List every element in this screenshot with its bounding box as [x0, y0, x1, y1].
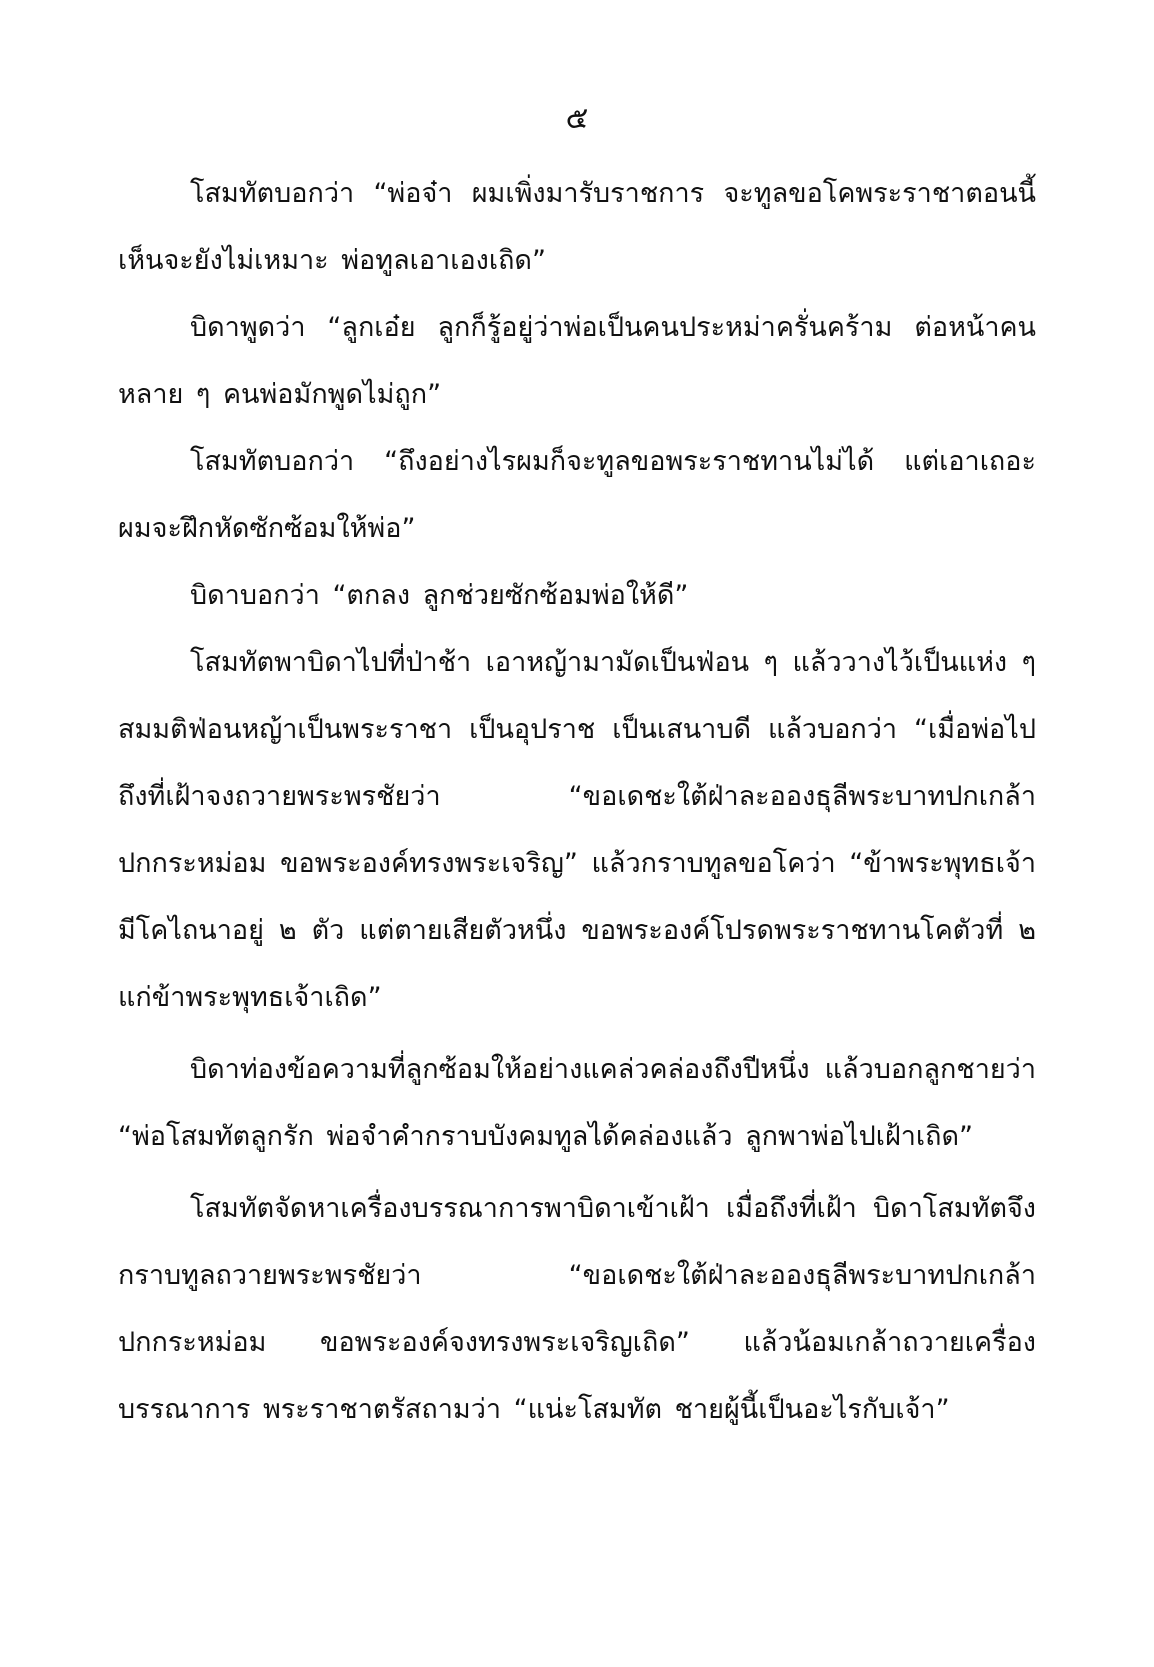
paragraph-1: โสมทัตบอกว่า “พ่อจ๋า ผมเพิ่งมารับราชการ จะทูลขอโคพระราชาตอนนี้เห็นจะยังไม่เหมาะ พ่อทูลเอาเองเถิด”: [118, 178, 1036, 276]
paragraph-3: โสมทัตบอกว่า “ถึงอย่างไรผมก็จะทูลขอพระราชทานไม่ได้ แต่เอาเถอะ ผมจะฝึกหัดซักซ้อมให้พ่อ”: [118, 446, 1036, 544]
paragraph-5: โสมทัตพาบิดาไปที่ป่าช้า เอาหญ้ามามัดเป็นฟ่อน ๆ แล้ววางไว้เป็นแห่ง ๆ สมมติฟ่อนหญ้าเป็นพระราชา เป็นอุปราช เป็นเสนาบดี แล้วบอกว่า “เมื่อพ่อไปถึงที่เฝ้าจงถวายพระพรชัยว่า “ขอเดชะใต้ฝ่าละอองธุลีพระบาทปกเกล้าปกกระหม่อม ขอพระองค์ทรงพระเจริญ” แล้วกราบทูลขอโคว่า “ข้าพระพุทธเจ้ามีโคไถนาอยู่ ๒ ตัว แต่ตายเสียตัวหนึ่ง ขอพระองค์โปรดพระราชทานโคตัวที่ ๒ แก่ข้าพระพุทธเจ้าเถิด”: [118, 647, 1036, 1013]
body-text: [118, 160, 1036, 1443]
paragraph-4: บิดาบอกว่า “ตกลง ลูกช่วยซักซ้อมพ่อให้ดี”: [190, 580, 689, 611]
paragraph-6: บิดาท่องข้อความที่ลูกซ้อมให้อย่างแคล่วคล่องถึงปีหนึ่ง แล้วบอกลูกชายว่า “พ่อโสมทัตลูกรัก พ่อจำคำกราบบังคมทูลได้คล่องแล้ว ลูกพาพ่อไปเฝ้าเถิด”: [118, 1054, 1036, 1152]
page-number: ๕: [565, 101, 589, 136]
paragraph-7: โสมทัตจัดหาเครื่องบรรณาการพาบิดาเข้าเฝ้า เมื่อถึงที่เฝ้า บิดาโสมทัตจึงกราบทูลถวายพระพรชัยว่า “ขอเดชะใต้ฝ่าละอองธุลีพระบาทปกเกล้าปกกระหม่อม ขอพระองค์จงทรงพระเจริญเถิด” แล้วน้อมเกล้าถวายเครื่องบรรณาการ พระราชาตรัสถามว่า “แน่ะโสมทัต ชายผู้นี้เป็นอะไรกับเจ้า”: [118, 1193, 1036, 1425]
paragraph-2: บิดาพูดว่า “ลูกเอ๋ย ลูกก็รู้อยู่ว่าพ่อเป็นคนประหม่าครั่นคร้าม ต่อหน้าคนหลาย ๆ คนพ่อมักพูดไม่ถูก”: [118, 312, 1036, 410]
